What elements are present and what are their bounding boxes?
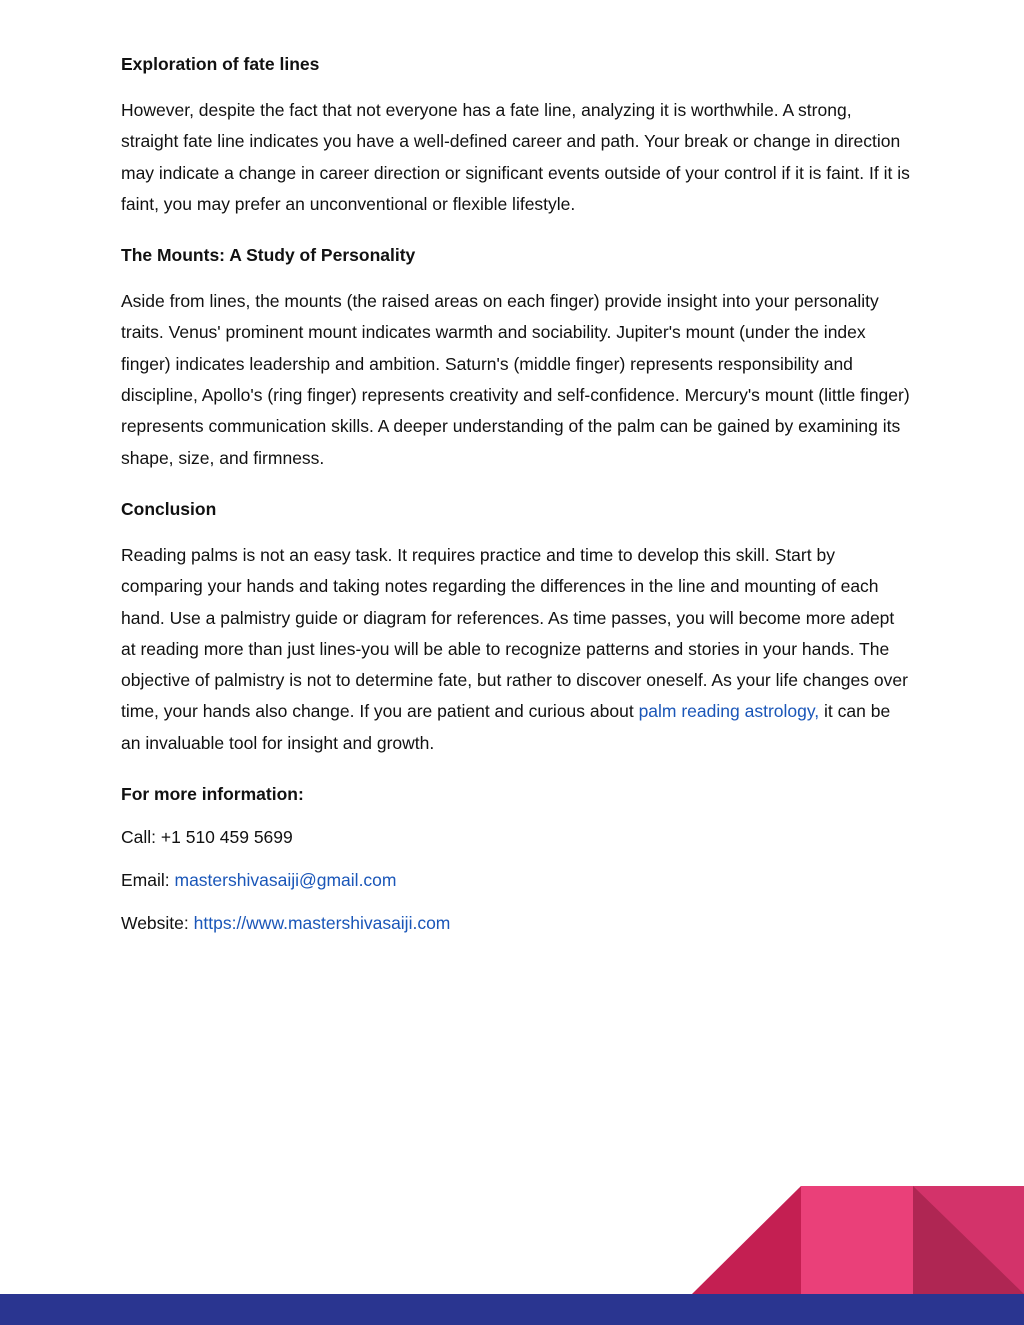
contact-heading: For more information: [121,784,304,805]
section-heading-mounts: The Mounts: A Study of Personality [121,245,416,266]
website-label: Website: [121,913,189,934]
deco-crimson-triangle [692,1186,801,1294]
email-label: Email: [121,870,170,891]
conclusion-text-end: it can be an invaluable tool for insight and growth. [121,701,891,753]
footer-bar [0,1294,1024,1325]
deco-pink-block [801,1186,914,1294]
email-link[interactable]: mastershivasaiji@gmail.com [174,870,397,891]
section-heading-fate-lines: Exploration of fate lines [121,54,320,74]
section-paragraph-mounts: Aside from lines, the mounts (the raised areas on each finger) provide insight into your personality traits. Venus' prominent mount indicates warmth and sociability. Jupiter's mount (under the index finger) indicates leadership and ambition. Saturn's (middle finger) represents responsibility and discipline, Apollo's (ring finger) represents creativity and self-confidence. Mercury's mount (little finger) represents communication skills. A deeper understanding of the palm can be gained by examining its shape, size, and firmness. [121,291,910,468]
palm-reading-astrology-link[interactable]: palm reading astrology, [638,701,820,722]
call-label: Call: [121,827,157,848]
section-paragraph-fate-lines: However, despite the fact that not everyone has a fate line, analyzing it is worthwhile. A strong, straight fate line indicates you have a well-defined career and path. Your break or change in direction may indicate a change in career direction or significant events outside of your control if it is faint. If it is faint, you may prefer an unconventional or flexible lifestyle. [121,100,910,214]
section-heading-conclusion: Conclusion [121,498,217,519]
conclusion-text-start: Reading palms is not an easy task. It requires practice and time to develop this skill. Start by comparing your hands and taking notes regarding the differences in the line and mounting of each hand. Use a palmistry guide or diagram for references. As time passes, you will become more adept at reading more than just lines-you will be able to recognize patterns and stories in your hands. The objective of palmistry is not to determine fate, but rather to discover oneself. As your life changes over time, your hands also change. If you are patient and curious about [121,544,908,722]
call-number: +1 510 459 5699 [160,827,293,848]
website-link[interactable]: https://www.mastershivasaiji.com [193,913,451,934]
